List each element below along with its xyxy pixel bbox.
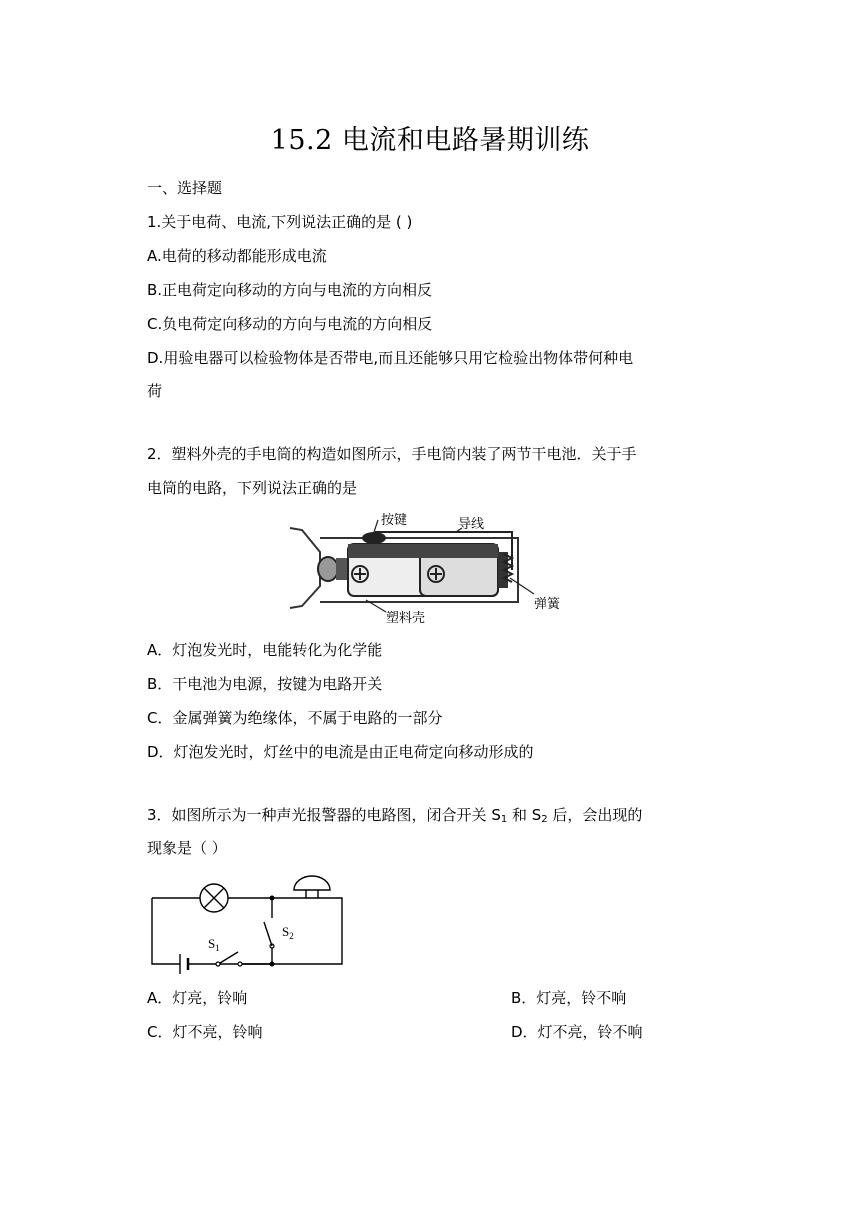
question-1-stem: 1.关于电荷、电流,下列说法正确的是 ( ) [147, 213, 413, 231]
alarm-circuit-diagram [146, 866, 346, 974]
question-3-option-d: D．灯不亮，铃不响 [511, 1023, 643, 1041]
label-button: 按键 [381, 513, 408, 528]
question-2-option-c: C．金属弹簧为绝缘体，不属于电路的一部分 [147, 709, 443, 727]
question-3-stem-line-1: 3．如图所示为一种声光报警器的电路图，闭合开关 $S_1$ 和 $S_2$ 后，会出现的 [147, 806, 643, 825]
label-s2: $S_2$ [282, 924, 294, 941]
question-1-option-d-cont: 荷 [147, 382, 163, 400]
question-3-option-b: B．灯亮，铃不响 [511, 989, 627, 1007]
question-1-option-b: B.正电荷定向移动的方向与电流的方向相反 [147, 281, 433, 299]
question-3-option-a: A．灯亮，铃响 [147, 989, 248, 1007]
label-s1: $S_1$ [208, 936, 220, 953]
question-2-stem-line-1: 2．塑料外壳的手电筒的构造如图所示，手电筒内装了两节干电池．关于手 [147, 445, 637, 463]
question-2-stem-line-2: 电筒的电路，下列说法正确的是 [147, 479, 358, 497]
question-3-option-c: C．灯不亮，铃响 [147, 1023, 263, 1041]
question-1-option-c: C.负电荷定向移动的方向与电流的方向相反 [147, 315, 433, 333]
question-3-stem-line-2: 现象是（ ） [147, 839, 227, 857]
label-shell: 塑料壳 [386, 611, 426, 624]
question-2-option-a: A．灯泡发光时，电能转化为化学能 [147, 641, 383, 659]
label-spring: 弹簧 [534, 597, 561, 612]
page-title: 15.2 电流和电路暑期训练 [270, 125, 590, 156]
question-1-option-d: D.用验电器可以检验物体是否带电,而且还能够只用它检验出物体带何种电 [147, 349, 634, 367]
question-2-option-d: D．灯泡发光时，灯丝中的电流是由正电荷定向移动形成的 [147, 743, 534, 761]
label-wire: 导线 [458, 517, 485, 532]
question-1-option-a: A.电荷的移动都能形成电流 [147, 247, 327, 265]
question-2-option-b: B．干电池为电源，按键为电路开关 [147, 675, 383, 693]
section-heading: 一、选择题 [147, 179, 223, 197]
flashlight-diagram [286, 508, 576, 624]
